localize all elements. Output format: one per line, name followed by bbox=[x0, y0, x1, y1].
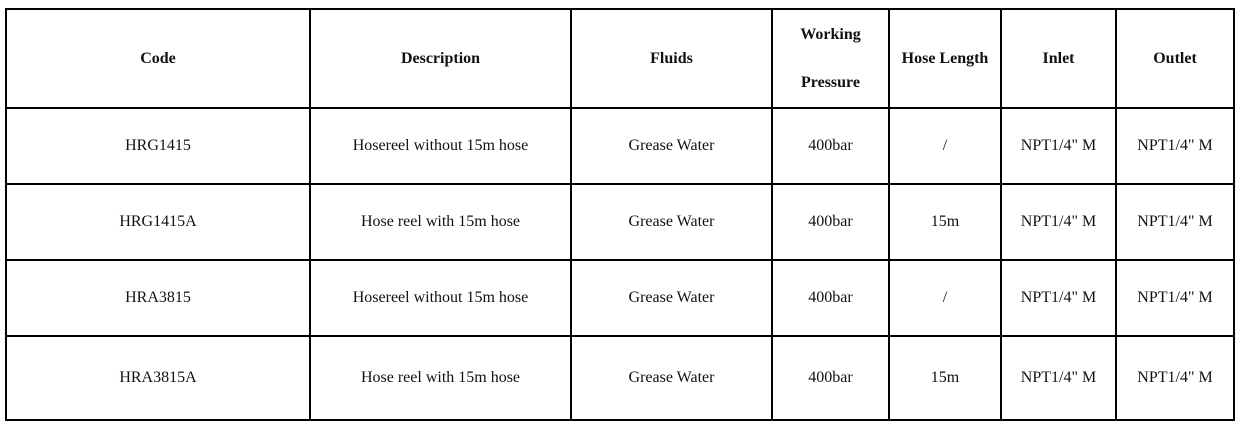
product-spec-table bbox=[5, 8, 1235, 421]
header-working-pressure-line2: Pressure bbox=[801, 73, 860, 91]
cell-working-pressure: 400bar bbox=[772, 260, 889, 336]
cell-hose-length: / bbox=[889, 260, 1001, 336]
cell-inlet: NPT1/4" M bbox=[1001, 336, 1116, 420]
table-row bbox=[6, 184, 1234, 260]
cell-description: Hosereel without 15m hose bbox=[310, 108, 571, 184]
header-row bbox=[6, 9, 1234, 108]
cell-fluids: Grease Water bbox=[571, 260, 772, 336]
cell-fluids: Grease Water bbox=[571, 108, 772, 184]
table-header bbox=[6, 9, 1234, 108]
header-working-pressure-line1: Working bbox=[800, 25, 861, 43]
cell-inlet: NPT1/4" M bbox=[1001, 108, 1116, 184]
cell-code: HRG1415 bbox=[6, 108, 310, 184]
table-row bbox=[6, 336, 1234, 420]
cell-working-pressure: 400bar bbox=[772, 184, 889, 260]
cell-hose-length: 15m bbox=[889, 336, 1001, 420]
cell-hose-length: / bbox=[889, 108, 1001, 184]
cell-fluids: Grease Water bbox=[571, 184, 772, 260]
cell-description: Hose reel with 15m hose bbox=[310, 184, 571, 260]
cell-outlet: NPT1/4" M bbox=[1116, 108, 1234, 184]
header-description: Description bbox=[310, 9, 571, 108]
cell-code: HRG1415A bbox=[6, 184, 310, 260]
header-inlet: Inlet bbox=[1001, 9, 1116, 108]
cell-description: Hosereel without 15m hose bbox=[310, 260, 571, 336]
header-hose-length: Hose Length bbox=[889, 9, 1001, 108]
cell-code: HRA3815A bbox=[6, 336, 310, 420]
cell-outlet: NPT1/4" M bbox=[1116, 260, 1234, 336]
cell-description: Hose reel with 15m hose bbox=[310, 336, 571, 420]
cell-working-pressure: 400bar bbox=[772, 336, 889, 420]
cell-outlet: NPT1/4" M bbox=[1116, 184, 1234, 260]
cell-fluids: Grease Water bbox=[571, 336, 772, 420]
cell-hose-length: 15m bbox=[889, 184, 1001, 260]
table-body bbox=[6, 108, 1234, 420]
cell-outlet: NPT1/4" M bbox=[1116, 336, 1234, 420]
header-fluids: Fluids bbox=[571, 9, 772, 108]
table-row bbox=[6, 260, 1234, 336]
header-code: Code bbox=[6, 9, 310, 108]
header-outlet: Outlet bbox=[1116, 9, 1234, 108]
cell-working-pressure: 400bar bbox=[772, 108, 889, 184]
cell-code: HRA3815 bbox=[6, 260, 310, 336]
cell-inlet: NPT1/4" M bbox=[1001, 184, 1116, 260]
cell-inlet: NPT1/4" M bbox=[1001, 260, 1116, 336]
header-working-pressure bbox=[772, 9, 889, 108]
table-row bbox=[6, 108, 1234, 184]
